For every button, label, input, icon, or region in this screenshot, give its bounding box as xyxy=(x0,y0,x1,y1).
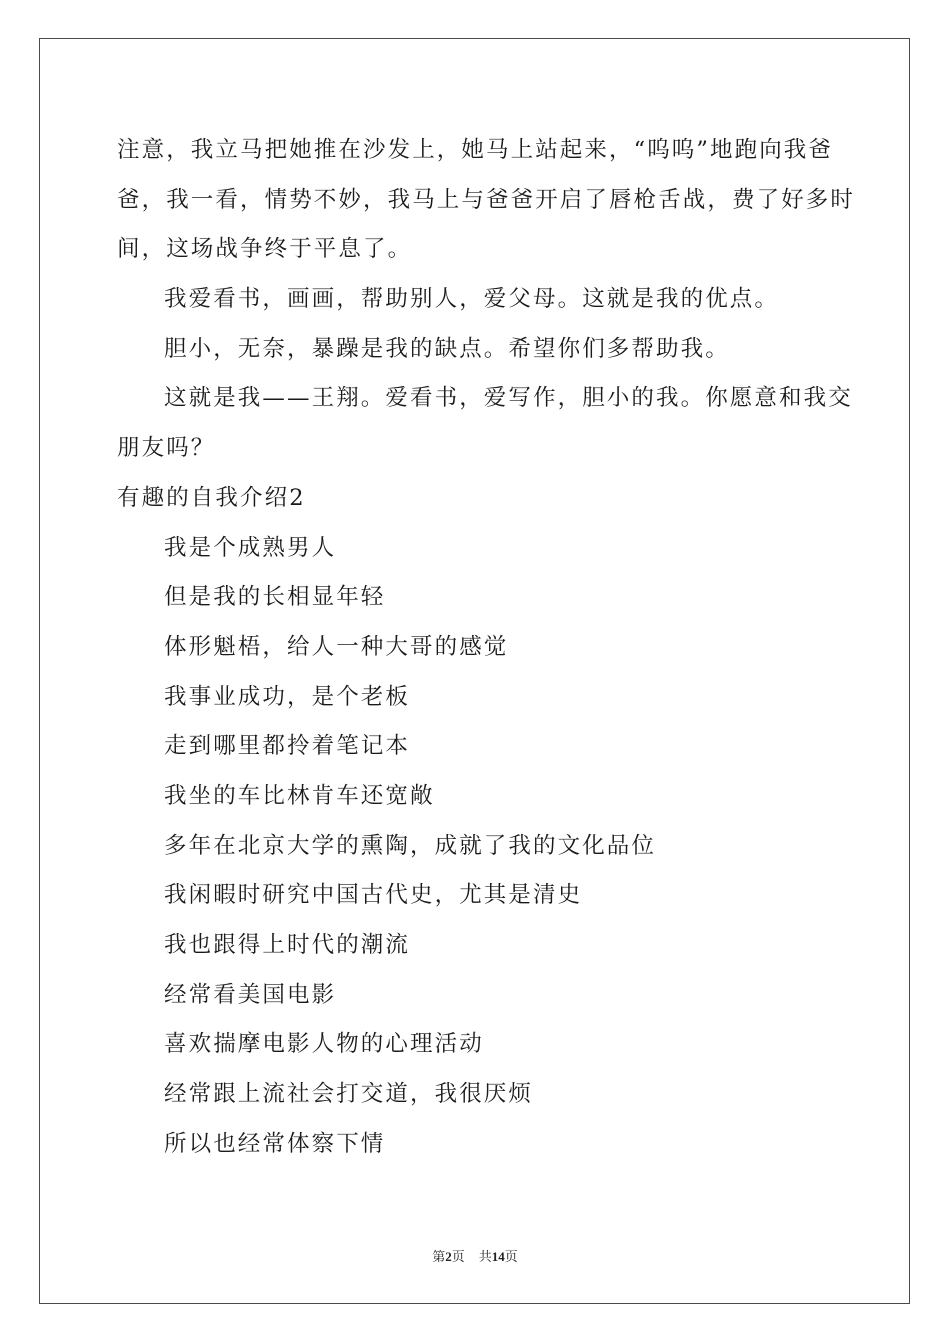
page-suffix: 页 xyxy=(451,1249,465,1264)
total-suffix: 页 xyxy=(504,1249,518,1264)
text-line: 走到哪里都拎着笔记本 xyxy=(164,733,411,760)
text-line: 这就是我——王翔。爱看书，爱写作，胆小的我。你愿意和我交 xyxy=(164,385,853,412)
page-number: 2 xyxy=(445,1249,452,1264)
text-line: 爸，我一看，情势不妙，我马上与爸爸开启了唇枪舌战，费了好多时 xyxy=(117,186,856,213)
text-line: 喜欢揣摩电影人物的心理活动 xyxy=(164,1031,484,1058)
page-prefix: 第 xyxy=(432,1249,446,1264)
text-line: 我闲暇时研究中国古代史，尤其是清史 xyxy=(164,882,583,909)
page-footer xyxy=(0,1246,950,1265)
text-line: 但是我的长相显年轻 xyxy=(164,584,386,611)
text-line: 经常看美国电影 xyxy=(164,981,337,1008)
total-prefix: 共 xyxy=(478,1249,492,1264)
text-line: 胆小，无奈，暴躁是我的缺点。希望你们多帮助我。 xyxy=(164,335,730,362)
text-line: 我也跟得上时代的潮流 xyxy=(164,932,411,958)
text-line: 朋友吗？ xyxy=(117,435,216,462)
total-pages: 14 xyxy=(491,1249,505,1264)
text-line: 注意，我立马把她推在沙发上，她马上站起来，“呜呜”地跑向我爸 xyxy=(117,137,834,163)
text-line: 我爱看书，画画，帮助别人，爱父母。这就是我的优点。 xyxy=(164,286,780,313)
text-line: 多年在北京大学的熏陶，成就了我的文化品位 xyxy=(164,832,657,859)
text-line: 我坐的车比林肯车还宽敞 xyxy=(164,782,435,809)
document-body xyxy=(117,126,856,1169)
text-line: 经常跟上流社会打交道，我很厌烦 xyxy=(164,1081,534,1108)
text-line: 间，这场战争终于平息了。 xyxy=(117,236,413,263)
text-line: 我是个成熟男人 xyxy=(164,534,337,561)
text-line: 所以也经常体察下情 xyxy=(164,1130,386,1157)
text-line: 我事业成功，是个老板 xyxy=(164,683,411,710)
text-line: 体形魁梧，给人一种大哥的感觉 xyxy=(164,633,509,660)
section-heading: 有趣的自我介绍2 xyxy=(117,484,306,511)
